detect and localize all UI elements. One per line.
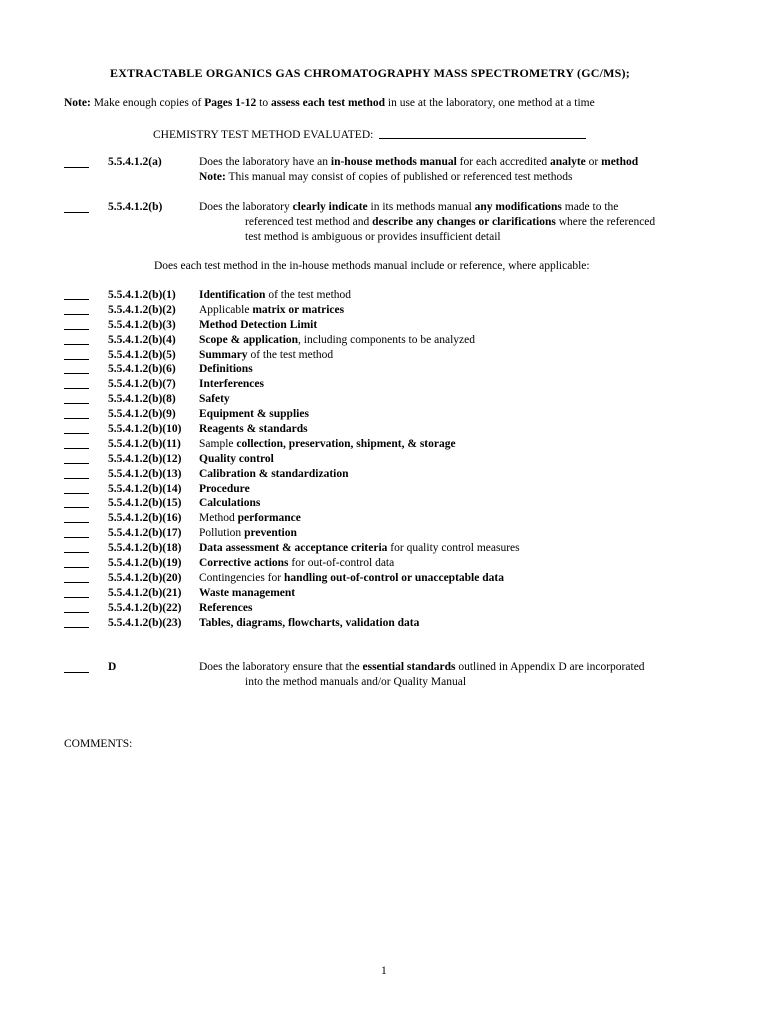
- checkbox-blank[interactable]: [64, 597, 89, 598]
- checkbox-blank[interactable]: [64, 344, 89, 345]
- question-line: Does the laboratory have an in-house methods manual for each accredited analyte or method: [199, 156, 639, 168]
- question-code: D: [108, 661, 117, 673]
- question-line: test method is ambiguous or provides insufficient detail: [245, 231, 501, 243]
- checkbox-blank[interactable]: [64, 478, 89, 479]
- item-code: 5.5.4.1.2(b)(5): [108, 348, 176, 361]
- question-line: Does the laboratory clearly indicate in its methods manual any modifications made to the: [199, 201, 619, 213]
- checkbox-blank[interactable]: [64, 329, 89, 330]
- checkbox-blank[interactable]: [64, 373, 89, 374]
- item-text: Calibration & standardization: [199, 467, 349, 480]
- item-code: 5.5.4.1.2(b)(15): [108, 497, 182, 510]
- checkbox-blank[interactable]: [64, 627, 89, 628]
- item-text: Method performance: [199, 512, 301, 525]
- item-code: 5.5.4.1.2(b)(7): [108, 378, 176, 391]
- item-code: 5.5.4.1.2(b)(10): [108, 423, 182, 436]
- question-line: referenced test method and describe any changes or clarifications where the referenced: [245, 216, 656, 228]
- item-text: Scope & application, including components to be analyzed: [199, 333, 475, 346]
- checkbox-blank[interactable]: [64, 388, 89, 389]
- question-line: into the method manuals and/or Quality Manual: [245, 676, 467, 688]
- question-code: 5.5.4.1.2(a): [108, 156, 162, 168]
- question-text: [199, 200, 655, 245]
- item-text: Identification of the test method: [199, 289, 352, 301]
- comments-label: COMMENTS:: [64, 738, 133, 750]
- item-text: Definitions: [199, 363, 253, 376]
- item-code: 5.5.4.1.2(b)(8): [108, 393, 176, 406]
- question-code: 5.5.4.1.2(b): [108, 201, 163, 213]
- checkbox-blank[interactable]: [64, 299, 89, 300]
- checkbox-blank[interactable]: [64, 418, 89, 419]
- item-text: Tables, diagrams, flowcharts, validation data: [199, 616, 420, 629]
- item-text: Data assessment & acceptance criteria for quality control measures: [199, 542, 520, 555]
- item-code: 5.5.4.1.2(b)(16): [108, 512, 182, 525]
- question-line: Note: This manual may consist of copies of published or referenced test methods: [199, 171, 573, 183]
- item-text: Quality control: [199, 452, 274, 465]
- item-code: 5.5.4.1.2(b)(21): [108, 586, 182, 599]
- item-text: Corrective actions for out-of-control data: [199, 557, 395, 570]
- item-text: Sample collection, preservation, shipment, & storage: [199, 437, 456, 450]
- checkbox-blank[interactable]: [64, 672, 89, 673]
- item-code: 5.5.4.1.2(b)(23): [108, 616, 182, 629]
- item-code: 5.5.4.1.2(b)(17): [108, 527, 182, 540]
- item-text: Reagents & standards: [199, 423, 308, 436]
- document-title: EXTRACTABLE ORGANICS GAS CHROMATOGRAPHY MASS SPECTROMETRY (GC/MS);: [110, 66, 630, 80]
- item-code: 5.5.4.1.2(b)(14): [108, 482, 182, 495]
- item-code: 5.5.4.1.2(b)(19): [108, 557, 182, 570]
- item-code: 5.5.4.1.2(b)(13): [108, 467, 182, 480]
- checkbox-blank[interactable]: [64, 552, 89, 553]
- checklist-intro: Does each test method in the in-house methods manual include or reference, where applicable:: [154, 260, 590, 272]
- checkbox-blank[interactable]: [64, 314, 89, 315]
- item-code: 5.5.4.1.2(b)(18): [108, 542, 182, 555]
- checkbox-blank[interactable]: [64, 522, 89, 523]
- item-text: Waste management: [199, 586, 296, 599]
- method-evaluated-row: [153, 126, 586, 143]
- method-evaluated-field[interactable]: [379, 126, 586, 139]
- item-code: 5.5.4.1.2(b)(20): [108, 571, 182, 584]
- item-text: Safety: [199, 393, 230, 406]
- item-text: Summary of the test method: [199, 348, 334, 361]
- checkbox-blank[interactable]: [64, 493, 89, 494]
- checkbox-blank[interactable]: [64, 582, 89, 583]
- checkbox-blank[interactable]: [64, 537, 89, 538]
- item-text: Contingencies for handling out-of-control or unacceptable data: [199, 571, 504, 584]
- item-code: 5.5.4.1.2(b)(11): [108, 437, 181, 450]
- item-code: 5.5.4.1.2(b)(2): [108, 303, 176, 316]
- method-evaluated-label: CHEMISTRY TEST METHOD EVALUATED:: [153, 129, 374, 141]
- item-code: 5.5.4.1.2(b)(1): [108, 289, 176, 301]
- item-code: 5.5.4.1.2(b)(6): [108, 363, 176, 376]
- page-number: 1: [381, 965, 387, 977]
- item-text: Applicable matrix or matrices: [199, 303, 345, 316]
- question-text: [199, 660, 645, 690]
- item-text: References: [199, 601, 253, 614]
- checkbox-blank[interactable]: [64, 567, 89, 568]
- item-text: Calculations: [199, 497, 261, 510]
- item-text: Equipment & supplies: [199, 408, 309, 421]
- item-code: 5.5.4.1.2(b)(9): [108, 408, 176, 421]
- checkbox-blank[interactable]: [64, 167, 89, 168]
- item-text: Procedure: [199, 482, 250, 495]
- checkbox-blank[interactable]: [64, 507, 89, 508]
- item-code: 5.5.4.1.2(b)(3): [108, 318, 176, 331]
- item-text: Method Detection Limit: [199, 318, 318, 331]
- item-code: 5.5.4.1.2(b)(22): [108, 601, 182, 614]
- question-line: Does the laboratory ensure that the essential standards outlined in Appendix D are incorporated: [199, 661, 645, 673]
- checkbox-blank[interactable]: [64, 463, 89, 464]
- item-code: 5.5.4.1.2(b)(4): [108, 333, 176, 346]
- checkbox-blank[interactable]: [64, 403, 89, 404]
- checkbox-blank[interactable]: [64, 212, 89, 213]
- checkbox-blank[interactable]: [64, 433, 89, 434]
- item-text: Pollution prevention: [199, 527, 297, 540]
- checkbox-blank[interactable]: [64, 359, 89, 360]
- item-code: 5.5.4.1.2(b)(12): [108, 452, 182, 465]
- checkbox-blank[interactable]: [64, 448, 89, 449]
- item-text: Interferences: [199, 378, 264, 391]
- copies-note: Note: Make enough copies of Pages 1-12 to assess each test method in use at the laboratory, one method at a time: [64, 97, 595, 109]
- checkbox-blank[interactable]: [64, 612, 89, 613]
- question-text: [199, 155, 638, 185]
